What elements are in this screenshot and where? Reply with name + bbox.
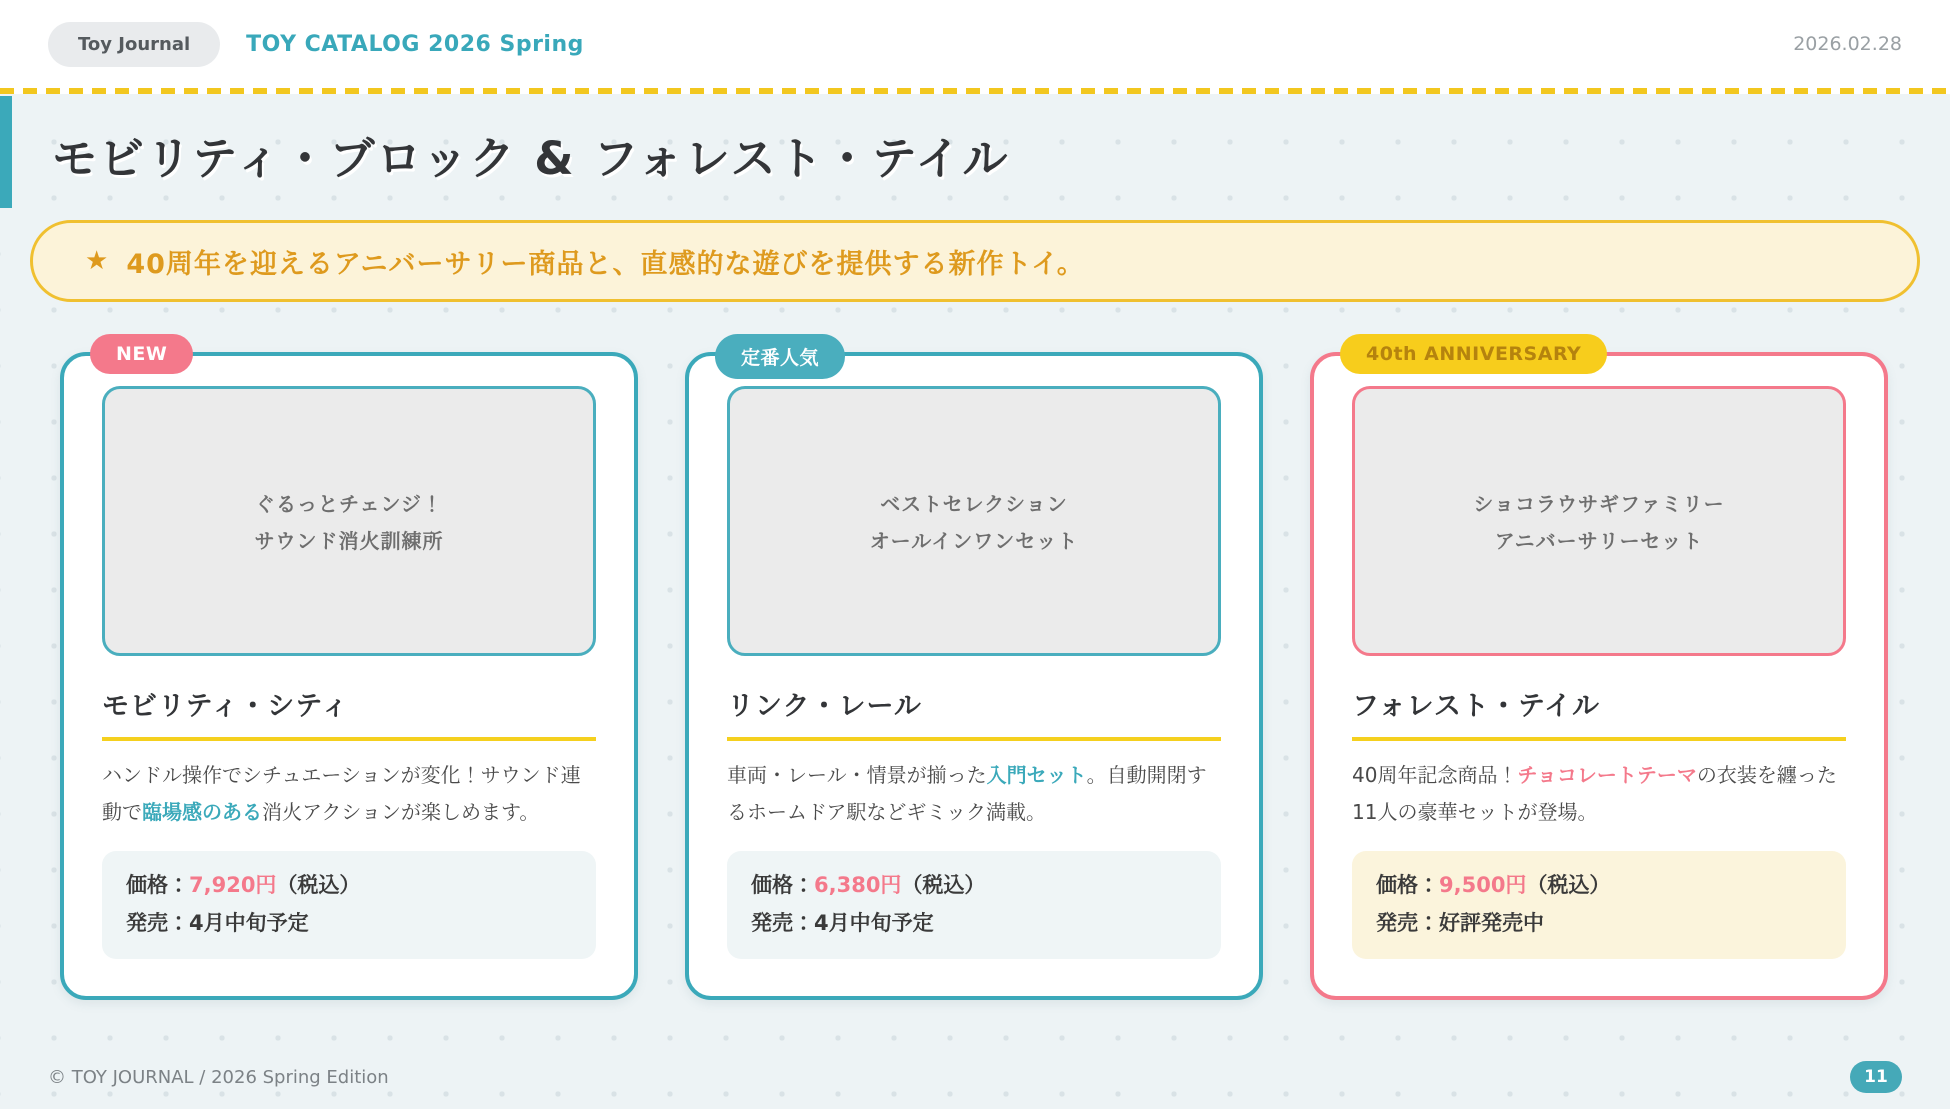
- brand-badge: Toy Journal: [48, 22, 220, 67]
- product-image-placeholder: [727, 386, 1221, 656]
- price-box: [727, 851, 1221, 959]
- price-label: 価格：: [751, 873, 814, 897]
- popular-badge: 定番人気: [715, 334, 845, 379]
- desc-text: の衣装を纏った11人の豪華セットが登場。: [1352, 763, 1837, 824]
- release-label: 発売：: [1376, 910, 1439, 935]
- desc-text: ハンドル操作でシチュエーションが変化！サウンド連動で: [102, 763, 581, 824]
- product-description: [102, 757, 596, 831]
- release-value: 4月中旬予定: [814, 910, 934, 935]
- price-line: [126, 867, 572, 905]
- desc-text: 車両・レール・情景が揃った: [727, 763, 987, 787]
- page-number-badge: 11: [1850, 1061, 1902, 1093]
- image-caption-line2: アニバーサリーセット: [1494, 529, 1704, 553]
- product-image-placeholder: [102, 386, 596, 656]
- image-caption-line2: サウンド消火訓練所: [254, 529, 444, 553]
- price-suffix: （税込）: [901, 873, 986, 897]
- price-line: [751, 867, 1197, 905]
- release-label: 発売：: [126, 910, 189, 935]
- product-image-placeholder: [1352, 386, 1846, 656]
- product-cards-row: [60, 343, 1890, 1000]
- release-value: 好評発売中: [1439, 910, 1544, 935]
- page-title: モビリティ・ブロック & フォレスト・テイル: [52, 132, 1010, 185]
- release-line: [126, 905, 572, 943]
- desc-highlight: 臨場感のある: [142, 800, 262, 824]
- price-label: 価格：: [1376, 873, 1439, 897]
- release-line: [751, 905, 1197, 943]
- catalog-title: TOY CATALOG 2026 Spring: [246, 31, 584, 57]
- slide-body: [0, 94, 1950, 1109]
- product-name: フォレスト・テイル: [1352, 684, 1846, 741]
- product-card-mobility-city: [60, 343, 638, 1000]
- header: [0, 0, 1950, 88]
- price-suffix: （税込）: [276, 873, 361, 897]
- date-label: 2026.02.28: [1793, 33, 1902, 55]
- desc-text: 。自動開閉するホームドア駅などギミック満載。: [727, 763, 1207, 824]
- image-caption-line1: ベストセレクション: [880, 492, 1068, 516]
- image-caption-line1: ぐるっとチェンジ！: [255, 492, 443, 516]
- copyright-text: © TOY JOURNAL / 2026 Spring Edition: [48, 1066, 389, 1088]
- title-accent-bar: [0, 96, 12, 208]
- price-suffix: （税込）: [1526, 873, 1611, 897]
- image-caption-line1: ショコラウサギファミリー: [1473, 492, 1725, 516]
- highlight-box: [30, 220, 1920, 302]
- product-card-link-rail: [685, 347, 1263, 1000]
- product-card-forest-tale: [1310, 343, 1888, 1000]
- release-value: 4月中旬予定: [189, 910, 309, 935]
- release-line: [1376, 905, 1822, 943]
- price-value: 6,380円: [814, 873, 902, 897]
- price-box: [1352, 851, 1846, 959]
- price-value: 7,920円: [189, 873, 277, 897]
- anniversary-badge: 40th ANNIVERSARY: [1340, 334, 1607, 374]
- product-description: [727, 757, 1221, 831]
- price-value: 9,500円: [1439, 873, 1527, 897]
- new-badge: NEW: [90, 334, 193, 374]
- desc-highlight: チョコレートテーマ: [1517, 763, 1697, 787]
- product-name: モビリティ・シティ: [102, 684, 596, 741]
- image-caption-line2: オールインワンセット: [869, 529, 1079, 553]
- desc-text: 40周年記念商品！: [1352, 763, 1518, 787]
- footer: [0, 1045, 1950, 1109]
- desc-text: 消火アクションが楽しめます。: [262, 800, 540, 824]
- star-icon: ★: [85, 246, 109, 276]
- title-band: [0, 94, 1950, 212]
- release-label: 発売：: [751, 910, 814, 935]
- price-label: 価格：: [126, 873, 189, 897]
- product-description: [1352, 757, 1846, 831]
- price-box: [102, 851, 596, 959]
- highlight-text: 40周年を迎えるアニバーサリー商品と、直感的な遊びを提供する新作トイ。: [126, 248, 1085, 280]
- desc-highlight: 入門セット: [986, 763, 1087, 787]
- product-name: リンク・レール: [727, 684, 1221, 741]
- price-line: [1376, 867, 1822, 905]
